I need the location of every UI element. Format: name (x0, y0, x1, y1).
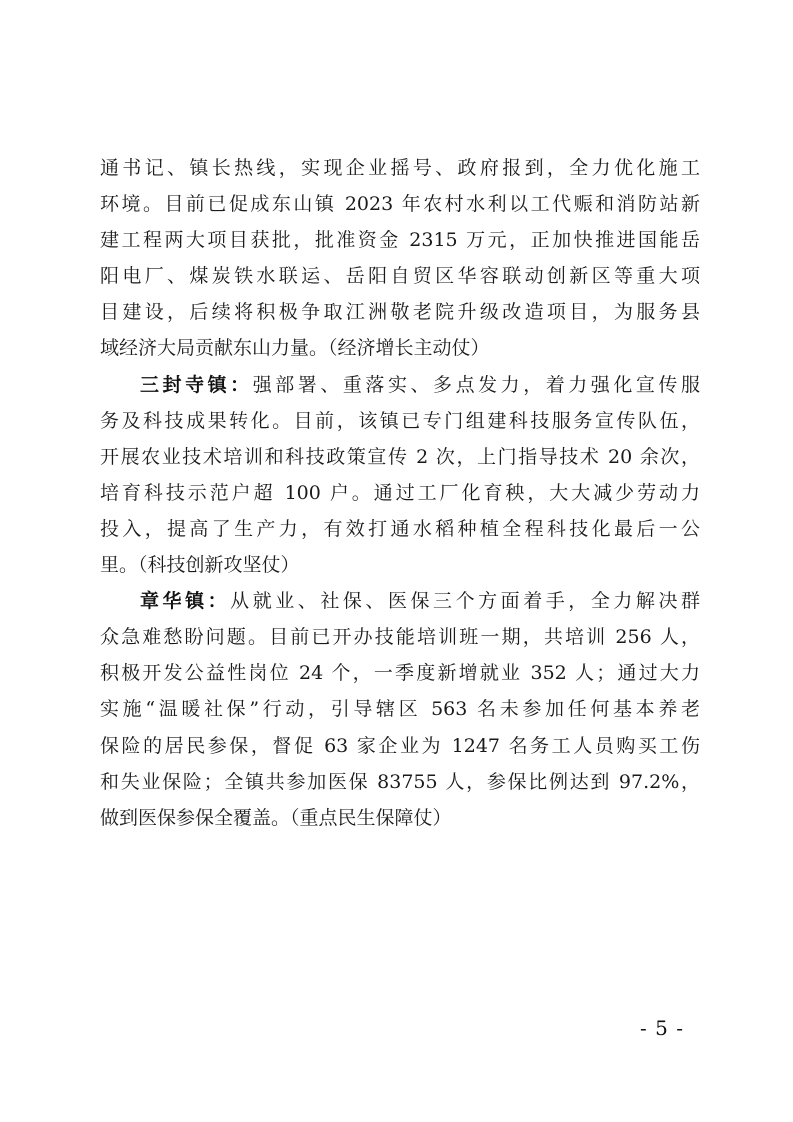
text-line: 做到医保参保全覆盖。（重点民生保障仗） (100, 806, 452, 829)
text-line (100, 583, 700, 619)
text-line: 实施“温暖社保”行动，引导辖区 563 名未参加任何基本养老 (100, 698, 700, 721)
text-line (100, 367, 700, 403)
paragraph-zhanghua-town (100, 583, 700, 836)
text-line: 建工程两大项目获批，批准资金 2315 万元，正加快推进国能岳 (100, 229, 700, 252)
text-line: 阳电厂、煤炭铁水联运、岳阳自贸区华容联动创新区等重大项 (100, 265, 700, 288)
text-line: 积极开发公益性岗位 24 个，一季度新增就业 352 人；通过大力 (100, 662, 700, 685)
text-line: 开展农业技术培训和科技政策宣传 2 次，上门指导技术 20 余次， (100, 445, 700, 468)
paragraph-sanfengsi-town (100, 367, 700, 584)
text-line: 域经济大局贡献东山力量。（经济增长主动仗） (100, 337, 490, 360)
text-line: 投入，提高了生产力，有效打通水稻种植全程科技化最后一公 (100, 517, 700, 540)
body-text (100, 150, 700, 836)
text-line: 培育科技示范户超 100 户。通过工厂化育秧，大大减少劳动力 (100, 481, 700, 504)
town-name: 章华镇： (140, 590, 231, 613)
text-line: 保险的居民参保，督促 63 家企业为 1247 名务工人员购买工伤 (100, 734, 700, 757)
text-line: 通书记、镇长热线，实现企业摇号、政府报到，全力优化施工 (100, 157, 700, 179)
town-name: 三封寺镇： (140, 373, 253, 396)
text-line: 里。（科技创新攻坚仗） (100, 554, 300, 577)
page-number: - 5 - (640, 1016, 684, 1040)
text-line: 环境。目前已促成东山镇 2023 年农村水利以工代赈和消防站新 (100, 193, 700, 216)
text-fragment: 强部署、重落实、多点发力，着力强化宣传服 (252, 373, 700, 396)
text-fragment: 从就业、社保、医保三个方面着手，全力解决群 (230, 590, 700, 613)
text-line: 众急难愁盼问题。目前已开办技能培训班一期，共培训 256 人， (100, 626, 700, 649)
paragraph-economic-growth (100, 150, 700, 367)
text-line: 目建设，后续将积极争取江洲敬老院升级改造项目，为服务县 (100, 301, 700, 324)
text-line: 和失业保险；全镇共参加医保 83755 人，参保比例达到 97.2%， (100, 770, 700, 793)
text-line: 务及科技成果转化。目前，该镇已专门组建科技服务宣传队伍， (100, 409, 700, 432)
